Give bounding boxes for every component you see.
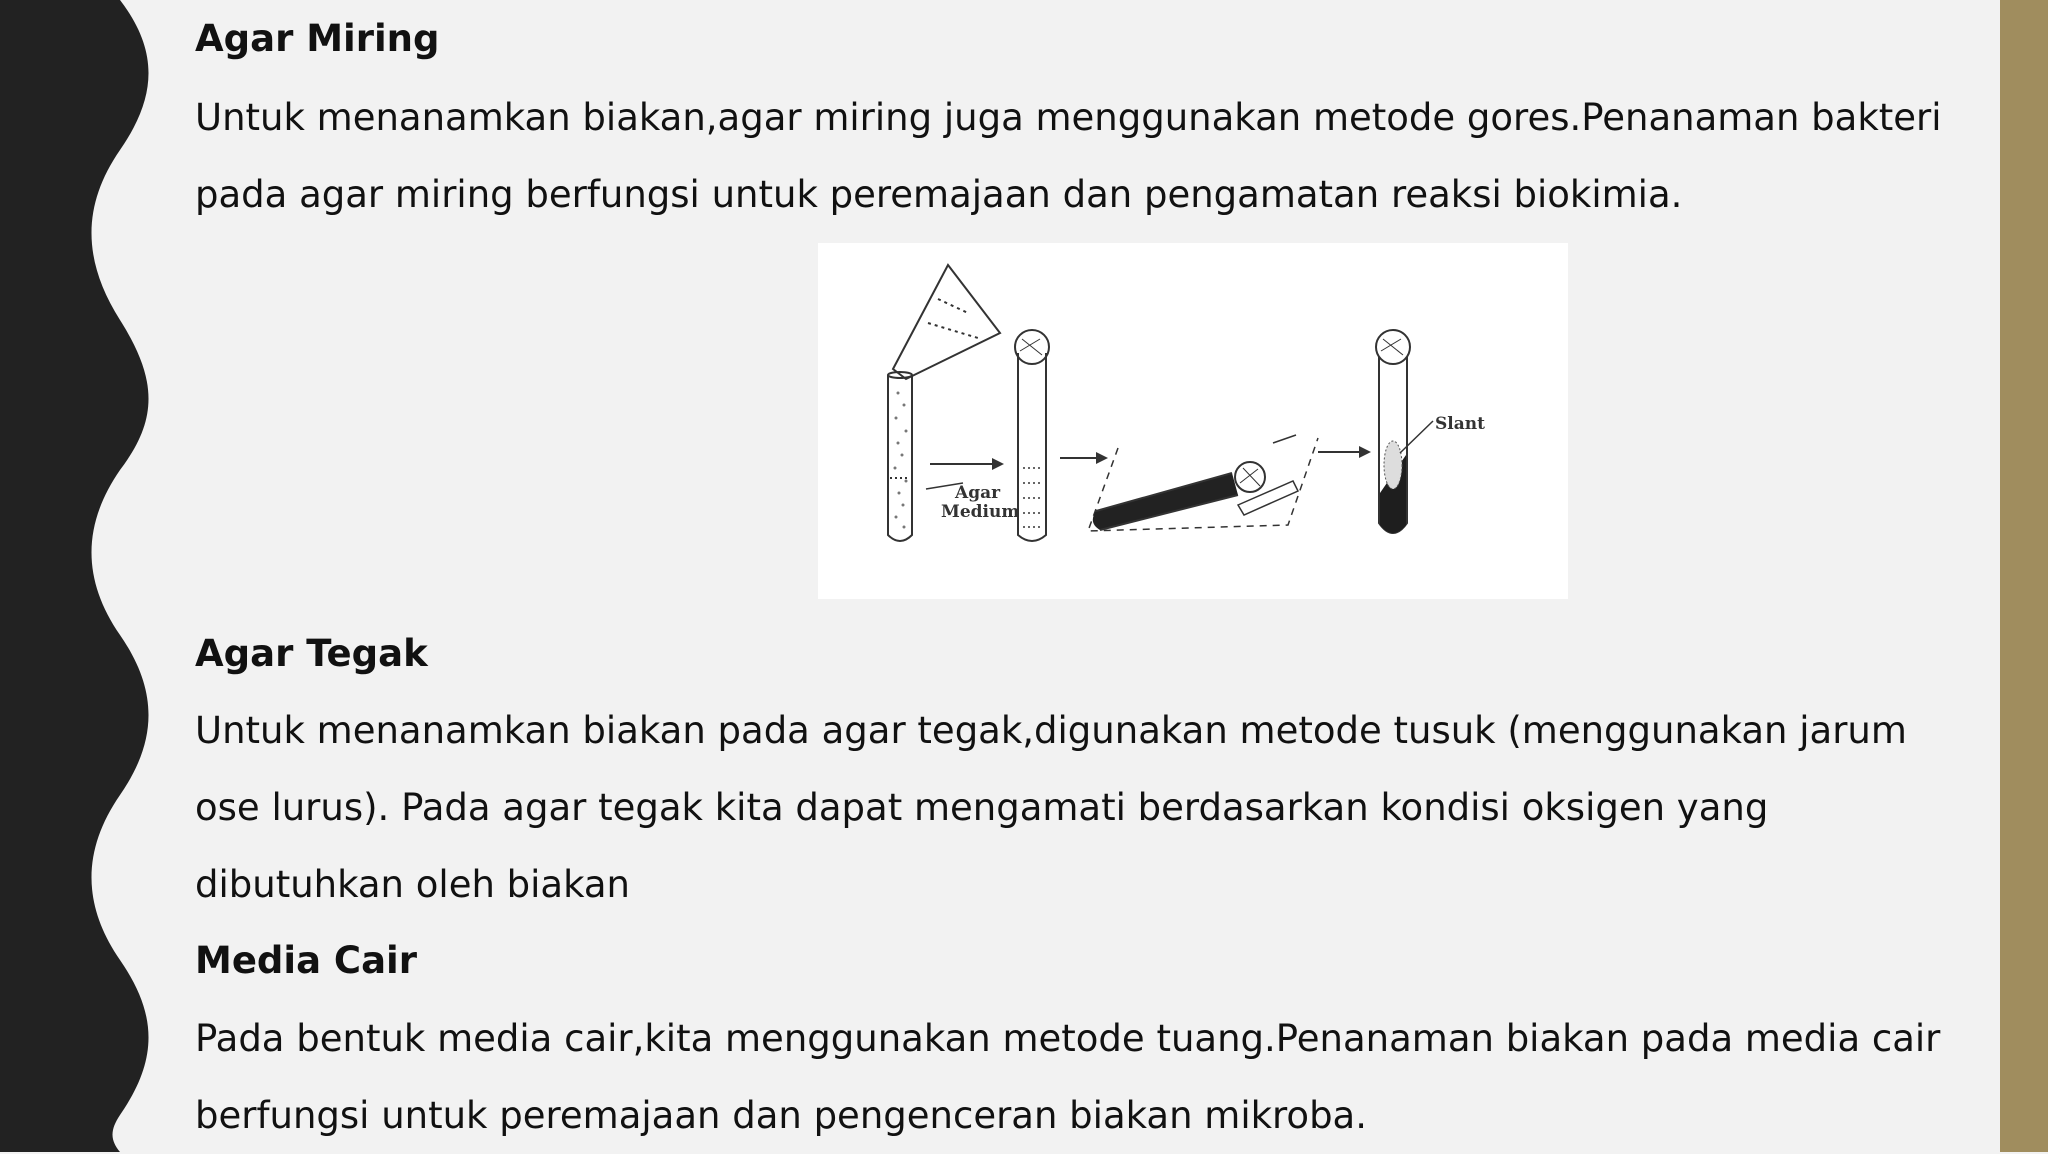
label-medium: Medium [941, 502, 1020, 522]
label-agar: Agar [955, 483, 1001, 503]
right-accent-bar [2000, 0, 2048, 1152]
arrow-right-icon [1318, 446, 1371, 458]
arrow-right-icon [930, 458, 1004, 470]
heading-media-cair: Media Cair [195, 939, 417, 982]
left-wave-decoration [0, 0, 160, 1152]
paragraph-media-cair: Pada bentuk media cair,kita menggunakan metode tuang.Penanaman biakan pada media cair berfungsi untuk peremajaan dan pengenceran biakan mikroba. [195, 1017, 1941, 1137]
plugged-tube-icon [1015, 330, 1049, 541]
paragraph-agar-tegak: Untuk menanamkan biakan pada agar tegak,digunakan metode tusuk (menggunakan jarum ose lurus). Pada agar tegak kita dapat mengamati berdasarkan kondisi oksigen yang dibutuhkan oleh biakan [195, 709, 1907, 906]
heading-agar-tegak: Agar Tegak [195, 632, 428, 675]
heading-agar-miring: Agar Miring [195, 17, 440, 60]
slant-preparation-diagram [818, 243, 1568, 599]
pouring-flask-icon [893, 265, 1000, 379]
slant-tube-icon [1376, 330, 1410, 533]
tube-with-agar-icon [888, 372, 912, 541]
label-slant: Slant [1435, 414, 1485, 434]
paragraph-agar-miring: Untuk menanamkan biakan,agar miring juga menggunakan metode gores.Penanaman bakteri pada agar miring berfungsi untuk peremajaan dan pengamatan reaksi biokimia. [195, 96, 1942, 216]
arrow-right-icon [1060, 452, 1108, 464]
slanted-tube-icon [1088, 435, 1318, 531]
